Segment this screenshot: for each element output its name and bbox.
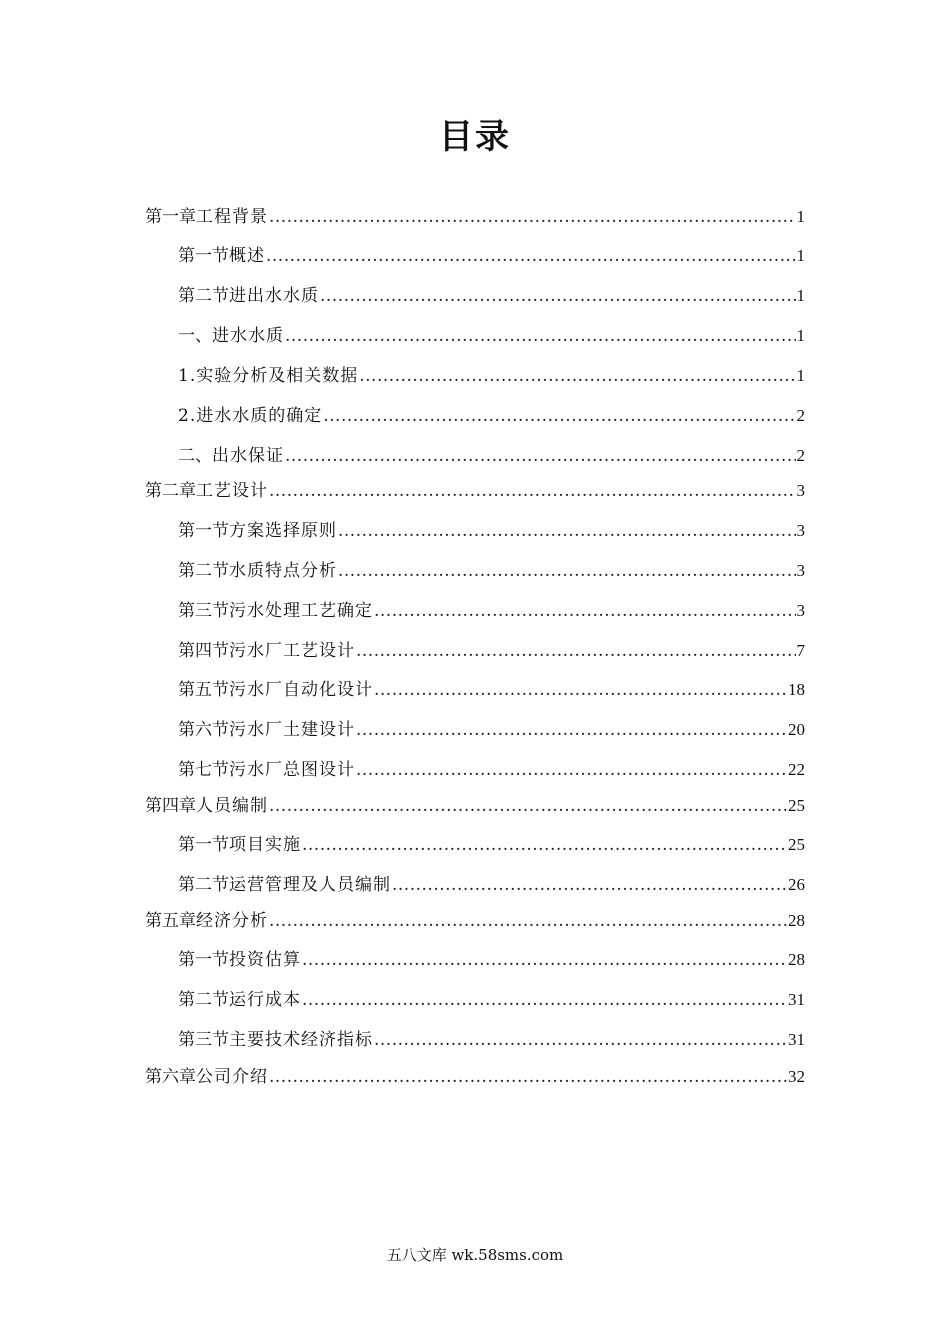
- toc-entry-number: 第二节: [178, 561, 229, 581]
- toc-leader-dots: [269, 1065, 787, 1089]
- toc-entry-page: 3: [796, 481, 805, 500]
- toc-entry-number: 1.: [178, 366, 197, 386]
- toc-entry-subsection[interactable]: [178, 444, 805, 468]
- toc-entry-title: 污水处理工艺确定: [229, 601, 373, 621]
- toc-entry-number: 2.: [178, 406, 197, 426]
- toc-entry-page: 1: [796, 246, 805, 265]
- toc-entry-section[interactable]: [178, 678, 805, 702]
- toc-entry-page: 25: [788, 835, 805, 854]
- toc-entry-title: 运行成本: [229, 990, 301, 1010]
- page-title: 目录: [439, 117, 511, 157]
- toc-entry-page: 2: [796, 446, 805, 465]
- toc-entry-page: 2: [796, 406, 805, 425]
- toc-leader-dots: [269, 479, 796, 503]
- toc-entry-title: 人员编制: [196, 796, 268, 816]
- toc-leader-dots: [302, 833, 787, 857]
- toc-entry-number: 第一节: [178, 521, 229, 541]
- toc-entry-page: 20: [788, 720, 805, 739]
- toc-entry-page: 3: [796, 521, 805, 540]
- toc-leader-dots: [374, 1028, 787, 1052]
- toc-entry-title: 项目实施: [229, 835, 301, 855]
- toc-entry-chapter-1[interactable]: [145, 205, 805, 229]
- toc-entry-page: 1: [796, 207, 805, 226]
- toc-entry-number: 第一节: [178, 246, 229, 266]
- toc-entry-title: 污水厂自动化设计: [229, 680, 373, 700]
- toc-entry-subsection[interactable]: [178, 324, 805, 348]
- toc-entry-page: 7: [796, 641, 805, 660]
- toc-entry-page: 26: [788, 875, 805, 894]
- toc-entry-title: 实验分析及相关数据: [196, 366, 359, 386]
- toc-entry-title: 工艺设计: [196, 481, 268, 501]
- toc-entry-page: 25: [788, 796, 805, 815]
- toc-entry-title: 进水水质: [212, 326, 284, 346]
- toc-entry-title: 出水保证: [212, 446, 284, 466]
- toc-entry-title: 进水水质的确定: [196, 406, 323, 426]
- toc-entry-section[interactable]: [178, 833, 805, 857]
- toc-entry-page: 31: [788, 1030, 805, 1049]
- toc-leader-dots: [323, 404, 795, 428]
- toc-entry-section[interactable]: [178, 873, 805, 897]
- toc-entry-page: 28: [788, 950, 805, 969]
- toc-entry-number: 第六节: [178, 720, 229, 740]
- toc-leader-dots: [269, 909, 787, 933]
- toc-leader-dots: [356, 718, 787, 742]
- toc-entry-page: 3: [796, 601, 805, 620]
- toc-entry-number: 第一节: [178, 835, 229, 855]
- toc-entry-number: 二、: [178, 446, 212, 466]
- toc-entry-chapter-4[interactable]: [145, 794, 805, 818]
- toc-entry-section[interactable]: [178, 758, 805, 782]
- toc-leader-dots: [374, 599, 796, 623]
- toc-entry-section[interactable]: [178, 559, 805, 583]
- toc-leader-dots: [338, 519, 796, 543]
- toc-entry-title: 进出水水质: [229, 286, 319, 306]
- toc-entry-number: 第二节: [178, 875, 229, 895]
- toc-entry-title: 污水厂总图设计: [229, 760, 355, 780]
- toc-entry-item[interactable]: [178, 404, 805, 428]
- toc-entry-chapter-5[interactable]: [145, 909, 805, 933]
- toc-leader-dots: [359, 364, 795, 388]
- toc-leader-dots: [320, 284, 796, 308]
- toc-entry-title: 概述: [229, 246, 265, 266]
- toc-leader-dots: [269, 205, 796, 229]
- toc-leader-dots: [266, 244, 796, 268]
- toc-leader-dots: [392, 873, 787, 897]
- toc-entry-section[interactable]: [178, 519, 805, 543]
- toc-entry-page: 22: [788, 760, 805, 779]
- toc-leader-dots: [302, 948, 787, 972]
- toc-entry-number: 第五节: [178, 680, 229, 700]
- toc-entry-section[interactable]: [178, 988, 805, 1012]
- toc-entry-chapter-2[interactable]: [145, 479, 805, 503]
- toc-entry-page: 3: [796, 561, 805, 580]
- toc-entry-page: 31: [788, 990, 805, 1009]
- toc-entry-title: 投资估算: [229, 950, 301, 970]
- toc-entry-section[interactable]: [178, 639, 805, 663]
- toc-entry-title: 经济分析: [196, 911, 268, 931]
- toc-entry-title: 工程背景: [196, 207, 268, 227]
- toc-entry-section[interactable]: [178, 284, 805, 308]
- toc-entry-number: 第四节: [178, 641, 229, 661]
- toc-entry-page: 1: [796, 366, 805, 385]
- toc-leader-dots: [302, 988, 787, 1012]
- toc-entry-number: 第一章: [145, 207, 196, 227]
- toc-entry-title: 公司介绍: [196, 1067, 268, 1087]
- toc-leader-dots: [285, 324, 796, 348]
- toc-leader-dots: [356, 758, 787, 782]
- toc-entry-title: 水质特点分析: [229, 561, 337, 581]
- toc-entry-title: 主要技术经济指标: [229, 1030, 373, 1050]
- toc-entry-section[interactable]: [178, 599, 805, 623]
- toc-entry-item[interactable]: [178, 364, 805, 388]
- toc-entry-section[interactable]: [178, 718, 805, 742]
- toc-leader-dots: [338, 559, 796, 583]
- toc-leader-dots: [374, 678, 787, 702]
- toc-leader-dots: [285, 444, 796, 468]
- toc-entry-section[interactable]: [178, 948, 805, 972]
- toc-entry-section[interactable]: [178, 1028, 805, 1052]
- toc-entry-page: 1: [796, 326, 805, 345]
- toc-entry-number: 第四章: [145, 796, 196, 816]
- toc-entry-number: 第二节: [178, 286, 229, 306]
- toc-entry-title: 方案选择原则: [229, 521, 337, 541]
- toc-entry-number: 第二章: [145, 481, 196, 501]
- toc-entry-number: 第三节: [178, 1030, 229, 1050]
- toc-entry-number: 第七节: [178, 760, 229, 780]
- toc-entry-page: 18: [788, 680, 805, 699]
- toc-entry-number: 第五章: [145, 911, 196, 931]
- toc-entry-number: 第三节: [178, 601, 229, 621]
- toc-entry-title: 运营管理及人员编制: [229, 875, 391, 895]
- toc-entry-title: 污水厂土建设计: [229, 720, 355, 740]
- toc-entry-chapter-6[interactable]: [145, 1065, 805, 1089]
- toc-entry-page: 32: [788, 1067, 805, 1086]
- toc-leader-dots: [269, 794, 787, 818]
- toc-entry-page: 1: [796, 286, 805, 305]
- toc-entry-number: 一、: [178, 326, 212, 346]
- toc-entry-number: 第六章: [145, 1067, 196, 1087]
- toc-entry-number: 第二节: [178, 990, 229, 1010]
- toc-entry-section[interactable]: [178, 244, 805, 268]
- toc-entry-number: 第一节: [178, 950, 229, 970]
- toc-entry-title: 污水厂工艺设计: [229, 641, 355, 661]
- toc-entry-page: 28: [788, 911, 805, 930]
- page-footer: 五八文库 wk.58sms.com: [386, 1246, 564, 1264]
- toc-leader-dots: [356, 639, 796, 663]
